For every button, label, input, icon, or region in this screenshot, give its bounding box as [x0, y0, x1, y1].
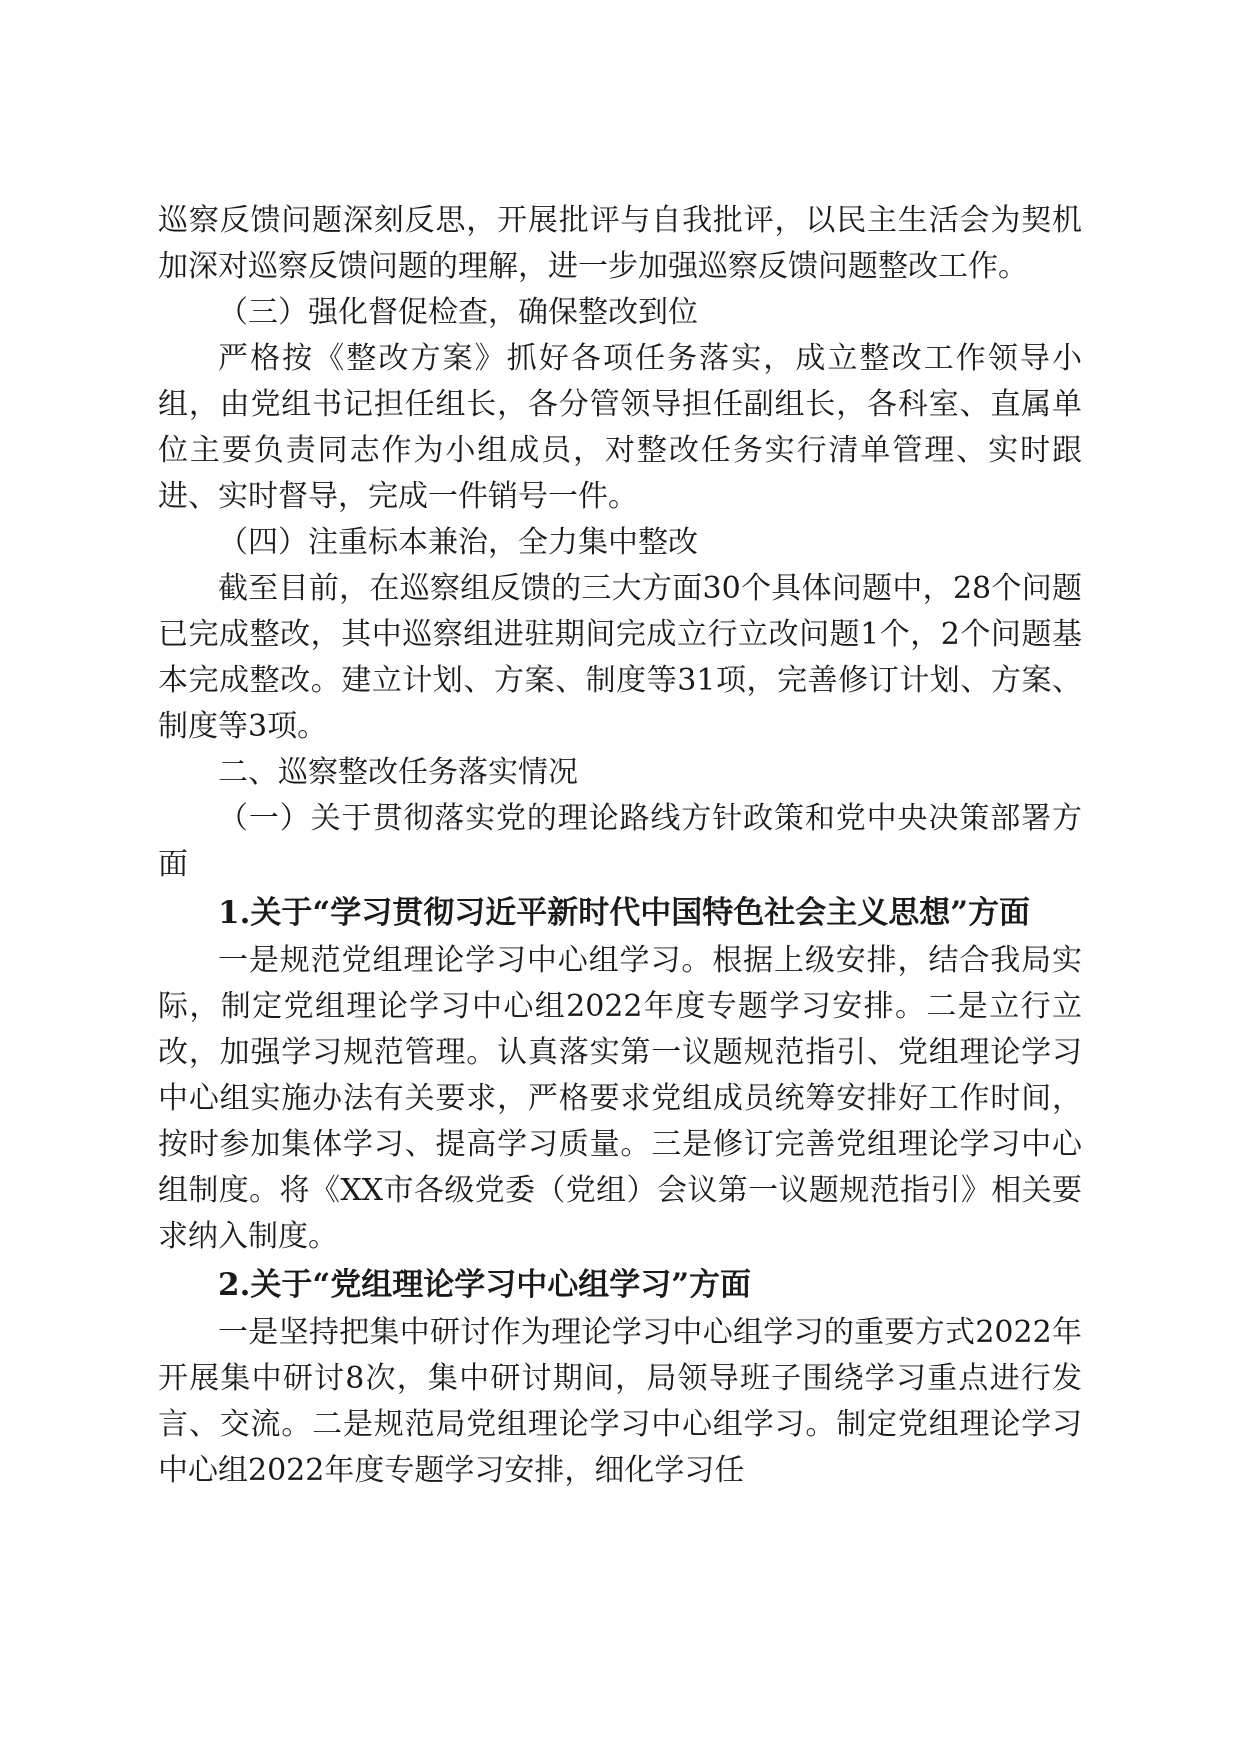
- body-paragraph: 巡察反馈问题深刻反思，开展批评与自我批评，以民主生活会为契机加深对巡察反馈问题的理解，进一步加强巡察反馈问题整改工作。: [158, 203, 1082, 284]
- body-paragraph: 一是规范党组理论学习中心组学习。根据上级安排，结合我局实际，制定党组理论学习中心组2022年度专题学习安排。二是立行立改，加强学习规范管理。认真落实第一议题规范指引、党组理论学习中心组实施办法有关要求，严格要求党组成员统筹安排好工作时间，按时参加集体学习、提高学习质量。三是修订完善党组理论学习中心组制度。将《XX市各级党委（党组）会议第一议题规范指引》相关要求纳入制度。: [158, 943, 1082, 1254]
- bold-heading: 1.关于“学习贯彻习近平新时代中国特色社会主义思想”方面: [218, 895, 1031, 931]
- section-heading: 二、巡察整改任务落实情况: [218, 755, 578, 790]
- subsection-heading: （四）注重标本兼治，全力集中整改: [218, 525, 698, 560]
- document-page: [158, 198, 1082, 1494]
- subsection-heading: （一）关于贯彻落实党的理论路线方针政策和党中央决策部署方面: [158, 801, 1082, 882]
- body-paragraph: 一是坚持把集中研讨作为理论学习中心组学习的重要方式2022年开展集中研讨8次，集中研讨期间，局领导班子围绕学习重点进行发言、交流。二是规范局党组理论学习中心组学习。制定党组理论学习中心组2022年度专题学习安排，细化学习任: [158, 1315, 1082, 1488]
- body-paragraph: 严格按《整改方案》抓好各项任务落实，成立整改工作领导小组，由党组书记担任组长，各分管领导担任副组长，各科室、直属单位主要负责同志作为小组成员，对整改任务实行清单管理、实时跟进、实时督导，完成一件销号一件。: [158, 341, 1082, 514]
- bold-heading: 2.关于“党组理论学习中心组学习”方面: [218, 1267, 752, 1303]
- body-paragraph: 截至目前，在巡察组反馈的三大方面30个具体问题中，28个问题已完成整改，其中巡察组进驻期间完成立行立改问题1个，2个问题基本完成整改。建立计划、方案、制度等31项，完善修订计划、方案、制度等3项。: [158, 571, 1082, 744]
- subsection-heading: （三）强化督促检查，确保整改到位: [218, 295, 698, 330]
